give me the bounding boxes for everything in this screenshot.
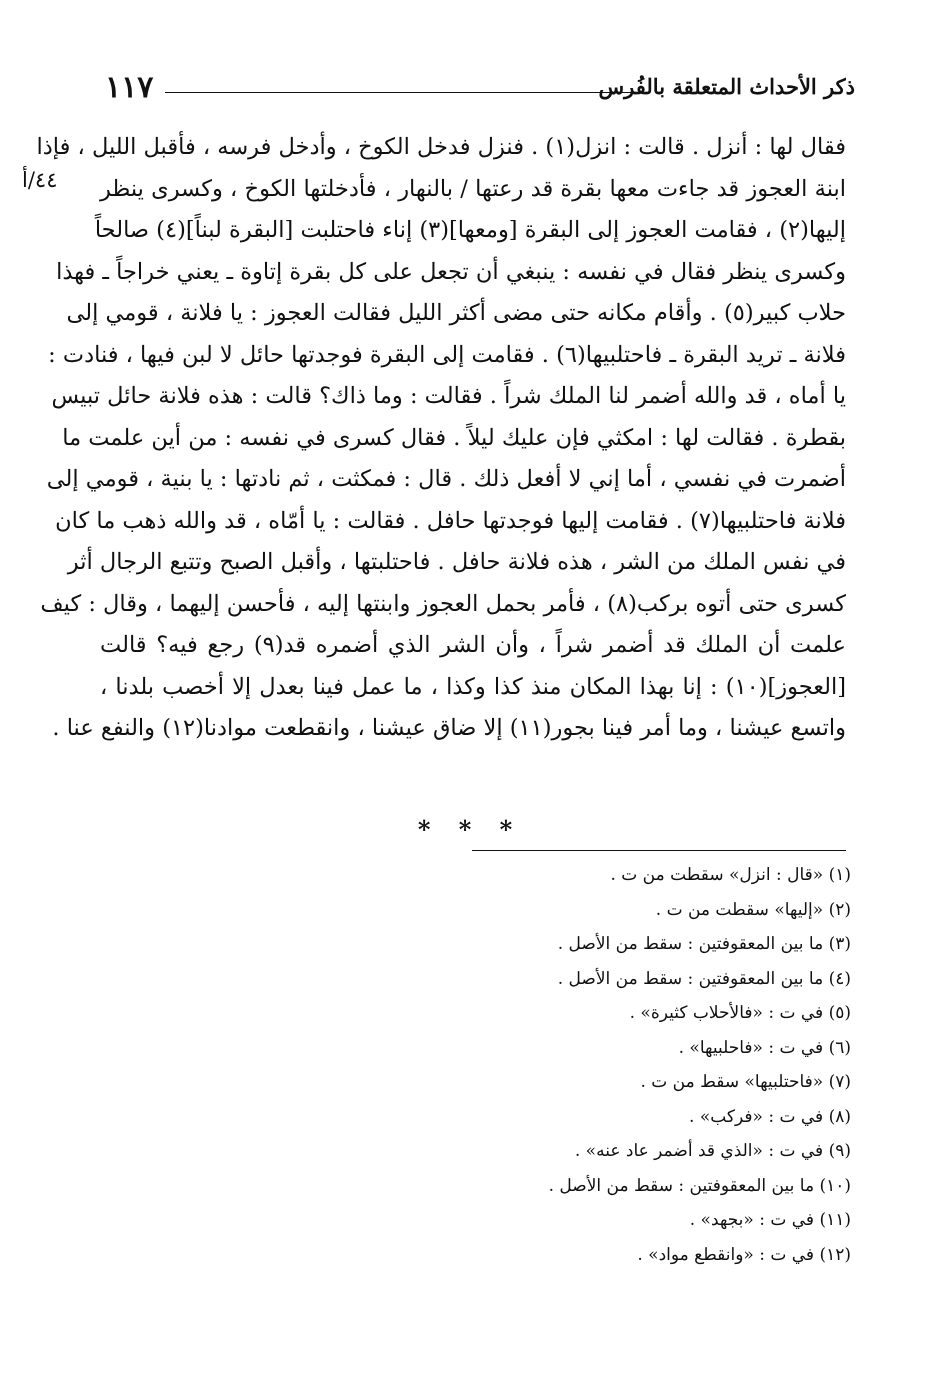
- footnote: (٨) في ت : «فركب» .: [689, 1106, 851, 1127]
- text-line: إليها(٢) ، فقامت العجوز إلى البقرة [ومعها](٣) إناء فاحتلبت [البقرة لبناً](٤) صالحاً: [94, 217, 846, 243]
- text-line: فلانة فاحتلبيها(٧) . فقامت إليها فوجدتها حافل . فقالت : يا أمّاه ، قد والله ذهب ما كان: [55, 507, 846, 534]
- footnote: (٦) في ت : «فاحلبيها» .: [678, 1037, 851, 1058]
- footnote: (٤) ما بين المعقوفتين : سقط من الأصل .: [557, 968, 851, 989]
- manuscript-folio-marker: ٤٤/أ: [22, 168, 58, 192]
- footnote: (١٢) في ت : «وانقطع مواد» .: [637, 1244, 851, 1265]
- footnote: (١١) في ت : «بجهد» .: [689, 1210, 851, 1230]
- running-header: [95, 72, 855, 112]
- text-line: بقطرة . فقالت لها : امكثي فإن عليك ليلاً . فقال كسرى في نفسه : من أين علمت ما: [62, 424, 846, 451]
- section-ornament: * * *: [417, 815, 523, 844]
- footnote: (٥) في ت : «فالأحلاب كثيرة» .: [629, 1003, 851, 1023]
- text-line: فقال لها : أنزل . قالت : انزل(١) . فنزل فدخل الكوخ ، وأدخل فرسه ، فأقبل الليل ، فإذا: [36, 134, 846, 160]
- header-rule: [165, 92, 640, 93]
- text-line: حلاب كبير(٥) . وأقام مكانه حتى مضى أكثر الليل فقالت العجوز : يا فلانة ، قومي إلى: [66, 300, 846, 326]
- footnote: (٩) في ت : «الذي قد أضمر عاد عنه» .: [574, 1141, 851, 1161]
- text-line: ابنة العجوز قد جاءت معها بقرة قد رعتها / بالنهار ، فأدخلتها الكوخ ، وكسرى ينظر: [100, 175, 846, 202]
- footnote: (١) «قال : انزل» سقطت من ت .: [610, 865, 851, 885]
- text-line: فلانة ـ تريد البقرة ـ فاحتلبيها(٦) . فقامت إلى البقرة فوجدتها حائل لا لبن فيها ، فنادت :: [48, 341, 846, 368]
- text-line: في نفس الملك من الشر ، هذه فلانة حافل . فاحتلبتها ، وأقبل الصبح وتتبع الرجال أثر: [67, 549, 846, 575]
- text-line: واتسع عيشنا ، وما أمر فينا بجور(١١) إلا ضاق عيشنا ، وانقطعت موادنا(١٢) والنفع عنا .: [52, 715, 846, 741]
- text-line: أضمرت في نفسي ، أما إني لا أفعل ذلك . قال : فمكثت ، ثم نادتها : يا بنية ، قومي إلى: [46, 466, 846, 492]
- footnote: (١٠) ما بين المعقوفتين : سقط من الأصل .: [548, 1175, 851, 1196]
- footnote: (٧) «فاحتلبيها» سقط من ت .: [640, 1072, 851, 1092]
- text-line: علمت أن الملك قد أضمر شراً ، وأن الشر الذي أضمره قد(٩) رجع فيه؟ قالت: [100, 632, 846, 658]
- footnote: (٢) «إليها» سقطت من ت .: [655, 899, 851, 920]
- page-number: ١١٧: [105, 70, 154, 105]
- footnote-rule: [472, 850, 846, 851]
- running-title: ذكر الأحداث المتعلقة بالفُرس: [598, 74, 855, 99]
- text-line: [العجوز](١٠) : إنا بهذا المكان منذ كذا وكذا ، ما عمل فينا بعدل إلا أخصب بلدنا ،: [100, 673, 846, 700]
- text-line: يا أماه ، قد والله أضمر لنا الملك شراً . فقالت : وما ذاك؟ قالت : هذه فلانة حائل تبيس: [51, 383, 846, 409]
- text-line: وكسرى ينظر فقال في نفسه : ينبغي أن تجعل على كل بقرة إتاوة ـ يعني خراجاً ـ فهذا: [56, 258, 846, 285]
- text-line: كسرى حتى أتوه بركب(٨) ، فأمر بحمل العجوز وابنتها إليه ، فأحسن إليهما ، وقال : كيف: [40, 590, 846, 617]
- footnotes: [431, 858, 851, 1272]
- footnote: (٣) ما بين المعقوفتين : سقط من الأصل .: [557, 934, 851, 954]
